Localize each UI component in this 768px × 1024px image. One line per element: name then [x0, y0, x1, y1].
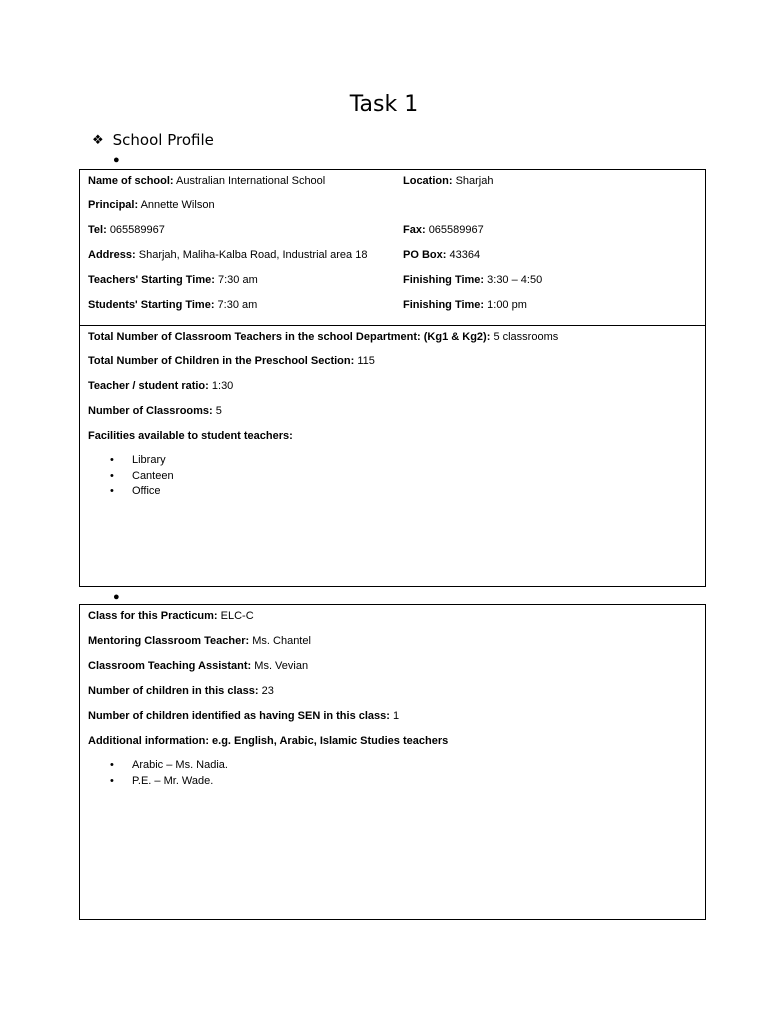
facilities-row	[88, 430, 293, 442]
field-label: Class for this Practicum:	[88, 610, 218, 622]
teachers-start-row	[88, 274, 258, 286]
field-label: Finishing Time:	[403, 299, 485, 311]
field-value: 7:30 am	[217, 299, 258, 311]
field-label: Total Number of Children in the Preschool Section:	[88, 355, 355, 367]
location-row	[403, 175, 493, 187]
empty-bullet: ●	[113, 154, 120, 166]
practicum-box	[79, 604, 706, 920]
facilities-list	[104, 453, 174, 500]
field-value: Annette Wilson	[140, 199, 215, 211]
field-label: Address:	[88, 249, 136, 261]
field-label: Students' Starting Time:	[88, 299, 215, 311]
field-label: Facilities available to student teachers:	[88, 430, 293, 442]
field-value: 43364	[449, 249, 481, 261]
field-label: PO Box:	[403, 249, 447, 261]
field-label: Location:	[403, 175, 453, 187]
field-label: Finishing Time:	[403, 274, 485, 286]
field-label: Teachers' Starting Time:	[88, 274, 215, 286]
principal-row	[88, 199, 215, 211]
list-item: • Office	[104, 484, 174, 500]
students-finish-row	[403, 299, 527, 311]
teachers-finish-row	[403, 274, 542, 286]
field-value: Sharjah, Maliha-Kalba Road, Industrial area 18	[138, 249, 368, 261]
field-label: Number of children in this class:	[88, 685, 259, 697]
sen-row	[88, 710, 399, 722]
page-title: Task 1	[349, 92, 419, 117]
section-heading	[92, 131, 214, 149]
field-value: Australian International School	[176, 175, 326, 187]
section-heading-text: School Profile	[112, 131, 214, 149]
mentor-row	[88, 635, 311, 647]
school-profile-box	[79, 169, 706, 587]
diamond-bullet-icon: ❖	[92, 132, 104, 148]
ratio-row	[88, 380, 233, 392]
field-label: Total Number of Classroom Teachers in the school Department: (Kg1 & Kg2):	[88, 331, 491, 343]
field-value: 115	[357, 355, 375, 367]
field-label: Tel:	[88, 224, 107, 236]
empty-bullet: ●	[113, 591, 120, 603]
field-label: Teacher / student ratio:	[88, 380, 209, 392]
class-row	[88, 610, 254, 622]
field-value: 23	[261, 685, 274, 697]
field-value: 5	[215, 405, 222, 417]
field-label: Number of children identified as having SEN in this class:	[88, 710, 390, 722]
field-value: 1:00 pm	[487, 299, 527, 311]
list-item: • P.E. – Mr. Wade.	[104, 774, 228, 790]
field-value: 1	[393, 710, 400, 722]
list-item: • Arabic – Ms. Nadia.	[104, 758, 228, 774]
tel-row	[88, 224, 165, 236]
dept-teachers-row	[88, 331, 558, 343]
field-label: Number of Classrooms:	[88, 405, 213, 417]
field-label: Principal:	[88, 199, 139, 211]
class-children-row	[88, 685, 274, 697]
field-label: Mentoring Classroom Teacher:	[88, 635, 250, 647]
field-value: ELC-C	[220, 610, 254, 622]
field-value: 5 classrooms	[493, 331, 559, 343]
students-start-row	[88, 299, 257, 311]
additional-teachers-list	[104, 758, 228, 789]
address-row	[88, 249, 367, 261]
pobox-row	[403, 249, 480, 261]
school-name-row	[88, 175, 325, 187]
classrooms-row	[88, 405, 222, 417]
field-value: 7:30 am	[217, 274, 258, 286]
field-label: Classroom Teaching Assistant:	[88, 660, 252, 672]
field-value: 1:30	[211, 380, 234, 392]
field-label: Name of school:	[88, 175, 174, 187]
field-value: Ms. Vevian	[254, 660, 309, 672]
field-value: Ms. Chantel	[252, 635, 311, 647]
field-label: Fax:	[403, 224, 426, 236]
field-label: Additional information: e.g. English, Arabic, Islamic Studies teachers	[88, 735, 449, 747]
assistant-row	[88, 660, 308, 672]
fax-row	[403, 224, 484, 236]
dept-children-row	[88, 355, 375, 367]
list-item: • Library	[104, 453, 174, 469]
field-value: 065589967	[109, 224, 165, 236]
additional-info-row	[88, 735, 448, 747]
field-value: 065589967	[428, 224, 484, 236]
field-value: 3:30 – 4:50	[487, 274, 543, 286]
section-divider	[80, 325, 705, 326]
field-value: Sharjah	[455, 175, 494, 187]
list-item: • Canteen	[104, 469, 174, 485]
